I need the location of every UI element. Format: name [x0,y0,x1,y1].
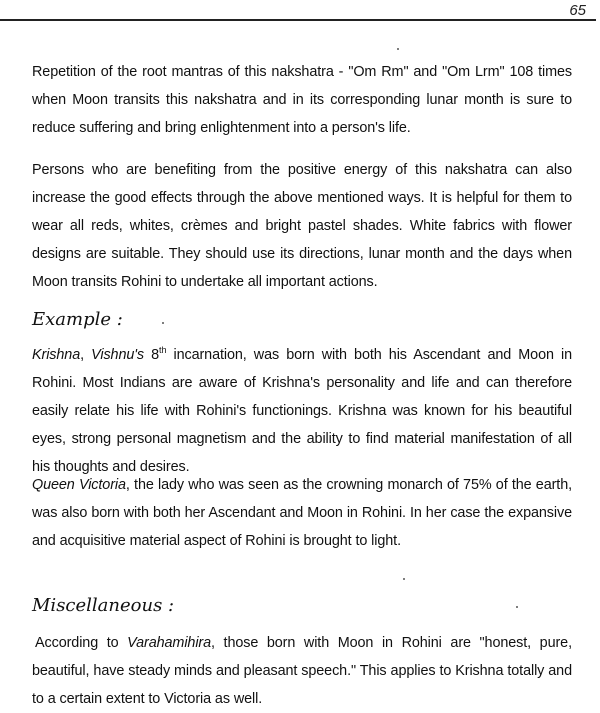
vishnu-name: Vishnu's [91,347,145,363]
scan-speck [516,606,518,608]
page-number: 65 [569,2,586,19]
misc-lead: According to [35,635,128,651]
misc-text: , those born with Moon in Rohini are "honest, pure, beautiful, have steady minds and pleasant speech." This applies to Krishna totally and to a certain extent to Victoria as well. [32,635,572,707]
scan-speck [162,322,164,324]
example-heading: Example : [32,309,123,330]
krishna-text: incarnation, was born with both his Ascendant and Moon in Rohini. Most Indians are aware of Krishna's personality and life and can therefore easily relate his life with Rohini's functionings. Krishna was known for his beautiful eyes, strong personal magnetism and the ability to find material manifestation of all his thoughts and desires. [32,347,572,475]
ordinal-number: 8 [144,347,160,363]
scan-speck [403,578,405,580]
paragraph-victoria [32,471,572,555]
paragraph-root-mantras: Repetition of the root mantras of this nakshatra - "Om Rm" and "Om Lrm" 108 times when Moon transits this nakshatra and in its corresponding lunar month is sure to reduce suffering and bring enlightenment into a person's life. [32,64,572,136]
header-rule [0,19,596,21]
varahamihira-name: Varahamihira [127,635,212,651]
miscellaneous-heading: Miscellaneous : [32,595,175,616]
paragraph-varahamihira [32,629,572,713]
krishna-name: Krishna [32,347,81,363]
victoria-name: Queen Victoria [32,477,126,493]
name-separator: , [80,347,92,363]
victoria-text: , the lady who was seen as the crowning monarch of 75% of the earth, was also born with both her Ascendant and Moon in Rohini. In her case the expansive and acquisitive material aspect of Rohini is brought to light. [32,477,572,549]
scan-speck [397,48,399,50]
paragraph-positive-energy: Persons who are benefiting from the positive energy of this nakshatra can also increase the good effects through the above mentioned ways. It is helpful for them to wear all reds, whites, crèmes and bright pastel shades. White fabrics with flower designs are suitable. They should use its directions, lunar month and the days when Moon transits Rohini to undertake all important actions. [32,162,572,290]
paragraph-krishna [32,341,572,481]
ordinal-suffix: th [159,345,167,356]
